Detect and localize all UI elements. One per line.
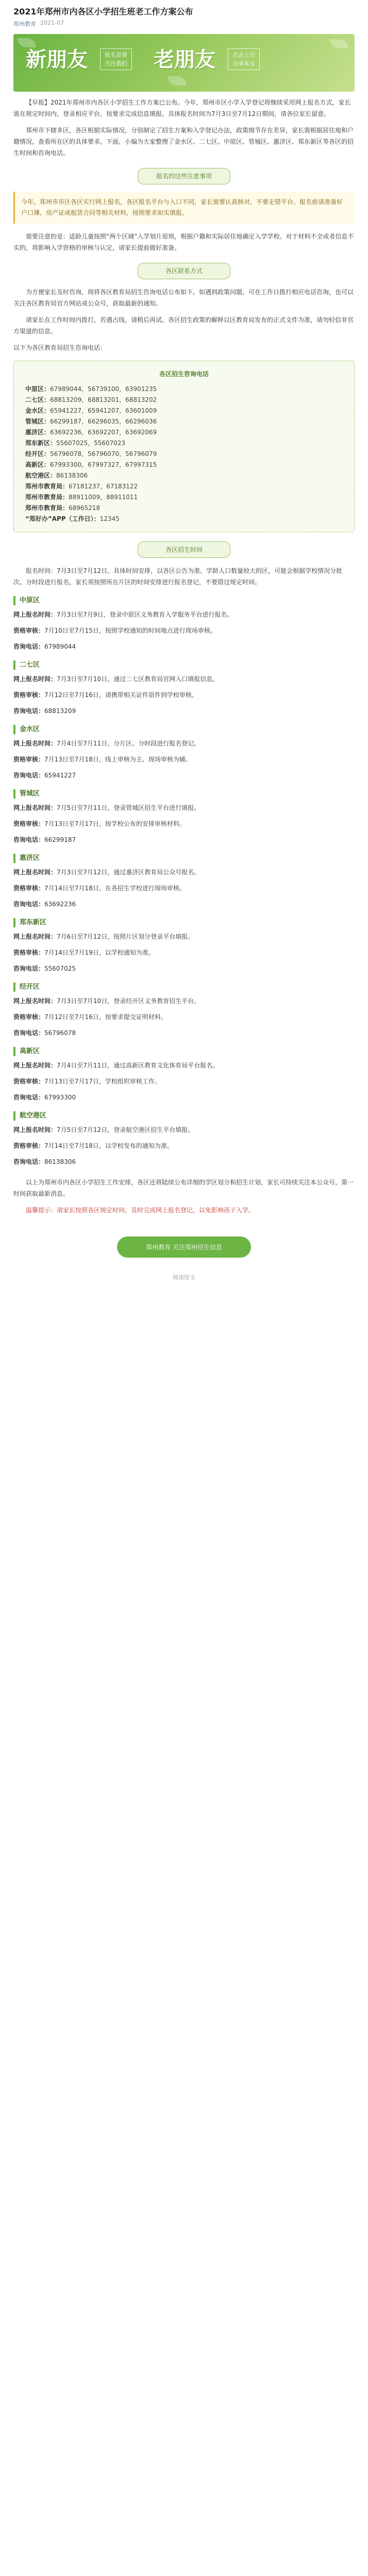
body-paragraph: 为方便家长及时咨询，现将各区教育局招生咨询电话公布如下。如遇到政策问题，可在工作日拨打相应电话咨询，也可以关注各区教育局官方网站或公众号，获取最新的通知。 — [13, 289, 354, 307]
district-detail — [13, 1092, 355, 1103]
district-section — [13, 660, 355, 717]
hotline-area: 郑州市教育局： — [25, 504, 69, 512]
district-title: 二七区 — [13, 660, 355, 670]
section-heading: 报名的这些注意事项 — [138, 168, 230, 184]
district-detail — [13, 835, 355, 845]
district-sections — [13, 596, 355, 1167]
author-link[interactable]: 郑州教育 — [13, 21, 36, 27]
hotline-item — [25, 395, 343, 405]
closing-paragraph: 以上为郑州市内各区小学招生工作安排，各区还将陆续公布详细的学区划分和招生计划，家长可持续关注本公众号，第一时间获取最新消息。 — [13, 1179, 354, 1197]
hotline-numbers: 66299187，66296035，66296036 — [50, 418, 157, 425]
detail-text: 7月12日至7月16日，按要求提交证明材料。 — [44, 1013, 167, 1021]
hotline-item — [25, 503, 343, 514]
district-detail — [13, 1028, 355, 1039]
section-heading: 各区联系方式 — [138, 263, 230, 279]
district-title: 经开区 — [13, 982, 355, 992]
publish-date: 2021-07 — [40, 20, 64, 26]
detail-label: 咨询电话： — [13, 901, 45, 908]
hotline-item — [25, 384, 343, 395]
body-paragraph: 需要注意的是：适龄儿童按照“两个区域”入学划片原则，根据户籍和实际居住地确定入学学校。对于材料不全或者信息不实的，将影响入学资格的审核与认定，请家长提前做好准备。 — [13, 233, 354, 251]
leaf-decoration-icon — [330, 39, 348, 48]
detail-text: 66299187 — [44, 836, 76, 843]
detail-label: 网上报名时间： — [13, 1126, 57, 1133]
district-detail — [13, 1060, 355, 1071]
hotline-area: 郑东新区： — [25, 439, 57, 447]
detail-label: 网上报名时间： — [13, 1062, 57, 1069]
hotline-numbers: 67181237，67183122 — [69, 483, 138, 490]
detail-label: 资格审核： — [13, 691, 45, 699]
district-title: 郑东新区 — [13, 918, 355, 927]
district-detail — [13, 819, 355, 829]
district-title: 金水区 — [13, 725, 355, 734]
hotline-numbers: 68965218 — [69, 504, 101, 512]
hotline-numbers: 68813209，68813201，68813202 — [50, 396, 157, 403]
district-section — [13, 918, 355, 974]
district-title: 管城区 — [13, 789, 355, 799]
hotline-area: 金水区： — [25, 407, 51, 414]
detail-label: 资格审核： — [13, 1078, 45, 1085]
detail-text: 7月14日至7月18日，在各招生学校进行现场审核。 — [44, 885, 186, 892]
hotline-numbers: 88911009，88911011 — [69, 494, 138, 501]
district-detail — [13, 867, 355, 878]
hotline-numbers: 63692236，63692207，63692069 — [50, 429, 157, 436]
detail-text: 7月3日至7月9日，登录中原区义务教育入学服务平台进行报名。 — [57, 611, 233, 618]
district-detail — [13, 1076, 355, 1087]
hotline-area: 郑州市教育局： — [25, 494, 69, 501]
detail-text: 65941227 — [44, 772, 76, 779]
detail-text: 56796078 — [44, 1029, 76, 1037]
detail-text: 7月13日至7月18日，线上审核为主、现场审核为辅。 — [44, 756, 192, 763]
detail-text: 7月4日至7月11日，分片区、分时段进行报名登记。 — [57, 740, 200, 747]
district-detail — [13, 1157, 355, 1167]
detail-text: 7月3日至7月10日，登录经开区义务教育招生平台。 — [57, 997, 200, 1005]
district-title: 高新区 — [13, 1047, 355, 1056]
detail-label: 咨询电话： — [13, 1158, 45, 1165]
detail-text: 68813209 — [44, 707, 76, 715]
body-paragraph: 请家长在工作时间内拨打，若遇占线，请稍后再试。各区招生政策的解释以区教育局发布的正式文件为准，请勿轻信非官方渠道的信息。 — [13, 316, 354, 335]
article-header — [13, 0, 355, 28]
detail-label: 资格审核： — [13, 1142, 45, 1149]
detail-label: 资格审核： — [13, 756, 45, 763]
hotline-numbers: 65941227，65941207，63601009 — [50, 407, 157, 414]
detail-text: 7月4日至7月11日，通过高新区教育文化体育局平台报名。 — [57, 1062, 219, 1069]
hotline-numbers: 56796078，56796070，56796079 — [50, 450, 157, 457]
district-detail — [13, 931, 355, 942]
district-title: 中原区 — [13, 596, 355, 605]
hotline-intro: 以下为各区教育局招生咨询电话： — [13, 344, 107, 351]
banner-left-small: 报名是要 关注我们 — [100, 48, 132, 70]
hotline-area: 航空港区： — [25, 472, 57, 479]
detail-text: 67989044 — [44, 643, 76, 650]
hotline-item — [25, 514, 343, 524]
notice-box: 今年，郑州市市区各区实行网上报名，各区报名平台与入口不同，家长需要认真核对、不要走错平台。报名前请准备好户口簿、房产证或租赁合同等相关材料，按照要求如实填报。 — [13, 192, 355, 224]
body-paragraph: 报名时间：7月3日至7月12日。具体时间安排，以各区公告为准。学龄人口数量较大的区，可能会根据学校情况分批次、分时段进行报名，家长须按照所在片区的时间安排进行报名登记，不要错过规定时间。 — [13, 567, 343, 586]
district-detail — [13, 963, 355, 974]
detail-text: 7月3日至7月10日，通过二七区教育局官网入口填报信息。 — [57, 675, 219, 683]
detail-label: 咨询电话： — [13, 836, 45, 843]
district-section — [13, 854, 355, 910]
detail-text: 7月13日至7月17日，学校组织审核工作。 — [44, 1078, 161, 1085]
district-detail — [13, 1141, 355, 1151]
detail-label: 网上报名时间： — [13, 675, 57, 683]
hotline-area: “郑好办”APP（工作日）： — [25, 515, 100, 522]
district-section — [13, 1047, 355, 1103]
hotline-area: 经开区： — [25, 450, 51, 457]
hotline-numbers: 12345 — [99, 515, 120, 522]
district-detail — [13, 706, 355, 717]
detail-text: 7月14日至7月19日，以学校通知为准。 — [44, 949, 155, 956]
district-detail — [13, 899, 355, 910]
detail-text: 86138306 — [44, 1158, 76, 1165]
detail-label: 网上报名时间： — [13, 997, 57, 1005]
hotline-item — [25, 470, 343, 481]
detail-label: 资格审核： — [13, 820, 45, 827]
intro-paragraph: 【早报】2021年郑州市内各区小学招生工作方案已公布。今年，郑州市区小学入学登记将继续采用网上报名方式，家长需在规定时间内，登录相应平台，按要求完成信息填报。具体报名时间为7月3日至7月12日期间，请各位家长留意。 — [13, 99, 351, 117]
article-title: 2021年郑州市内各区小学招生班老工作方案公布 — [13, 7, 193, 16]
hotline-list — [25, 384, 343, 524]
detail-label: 咨询电话： — [13, 1094, 45, 1101]
hotline-numbers: 55607025，55607023 — [56, 439, 126, 447]
hotline-item — [25, 416, 343, 427]
detail-label: 资格审核： — [13, 627, 45, 634]
district-section — [13, 789, 355, 845]
district-detail — [13, 609, 355, 620]
hotline-item — [25, 405, 343, 416]
detail-text: 63692236 — [44, 901, 76, 908]
district-section — [13, 982, 355, 1039]
header-banner — [13, 34, 355, 92]
hotline-item — [25, 481, 343, 492]
detail-text: 7月14日至7月18日，以学校发布的通知为准。 — [44, 1142, 173, 1149]
detail-label: 资格审核： — [13, 949, 45, 956]
detail-label: 网上报名时间： — [13, 869, 57, 876]
banner-left-big: 新朋友 — [26, 48, 88, 72]
detail-label: 咨询电话： — [13, 1029, 45, 1037]
hotline-title: 各区招生咨询电话 — [159, 370, 209, 378]
detail-label: 资格审核： — [13, 885, 45, 892]
detail-text: 7月13日至7月17日，按学校公布的安排审核材料。 — [44, 820, 186, 827]
hotline-area: 惠济区： — [25, 429, 51, 436]
detail-text: 7月10日至7月15日，按照学校通知的时间地点进行现场审核。 — [44, 627, 216, 634]
banner-right-small: 点击上方 分享本文 — [228, 48, 260, 70]
detail-label: 网上报名时间： — [13, 611, 57, 618]
detail-text: 7月6日至7月12日，按照片区划分登录平台填报。 — [57, 933, 194, 940]
banner-right-big: 老朋友 — [154, 48, 215, 72]
hotline-numbers: 67989044，56739100，63901235 — [50, 385, 157, 393]
hotline-item — [25, 492, 343, 503]
detail-label: 网上报名时间： — [13, 740, 57, 747]
article-meta — [13, 20, 355, 28]
district-detail — [13, 1125, 355, 1136]
hotline-area: 管城区： — [25, 418, 51, 425]
closing-tip: 温馨提示：请家长按照各区规定时间，及时完成网上报名登记，以免影响孩子入学。 — [26, 1207, 255, 1214]
leaf-decoration-icon — [18, 38, 36, 47]
district-title: 航空港区 — [13, 1111, 355, 1121]
district-detail — [13, 770, 355, 781]
district-title: 惠济区 — [13, 854, 355, 863]
detail-label: 咨询电话： — [13, 707, 45, 715]
hotline-numbers: 67993300，67997327，67997315 — [50, 461, 157, 468]
hotline-item — [25, 460, 343, 470]
footer-follow-badge[interactable]: 郑州教育 关注郑州招生信息 — [117, 1236, 251, 1258]
district-detail — [13, 738, 355, 749]
intro-paragraph: 郑州市下辖多区，各区根据实际情况，分别制定了招生方案和入学登记办法，政策细节存在差异，家长需根据居住地和户籍情况，查看所在区的具体要求。下面，小编为大家整理了金水区、二七区、中原区、管城区、惠济区、郑东新区等各区的招生时间和咨询电话。 — [13, 127, 354, 157]
district-detail — [13, 625, 355, 636]
district-detail — [13, 1012, 355, 1023]
district-detail — [13, 947, 355, 958]
district-section — [13, 725, 355, 781]
detail-label: 网上报名时间： — [13, 933, 57, 940]
read-original-link[interactable]: 阅读原文 — [173, 1274, 195, 1281]
detail-text: 55607025 — [44, 965, 76, 972]
hotline-area: 高新区： — [25, 461, 51, 468]
hotline-item — [25, 449, 343, 460]
detail-text: 7月5日至7月11日，登录管城区招生平台进行填报。 — [57, 804, 200, 811]
district-detail — [13, 803, 355, 814]
district-section — [13, 596, 355, 652]
detail-text: 7月12日至7月16日，请携带相关证件原件到学校审核。 — [44, 691, 198, 699]
leaf-decoration-icon — [168, 76, 187, 86]
district-detail — [13, 674, 355, 685]
district-detail — [13, 883, 355, 894]
detail-label: 资格审核： — [13, 1013, 45, 1021]
detail-label: 网上报名时间： — [13, 804, 57, 811]
district-detail — [13, 641, 355, 652]
hotline-item — [25, 438, 343, 449]
district-detail — [13, 754, 355, 765]
article-body — [13, 97, 355, 1216]
hotline-item — [25, 427, 343, 438]
district-section — [13, 1111, 355, 1167]
detail-text: 7月5日至7月12日，登录航空港区招生平台填报。 — [57, 1126, 194, 1133]
detail-text: 67993300 — [44, 1094, 76, 1101]
hotline-numbers: 86138306 — [56, 472, 88, 479]
detail-label: 咨询电话： — [13, 965, 45, 972]
section-heading: 各区招生时间 — [138, 541, 230, 558]
hotline-area: 二七区： — [25, 396, 51, 403]
detail-label: 咨询电话： — [13, 643, 45, 650]
district-detail — [13, 690, 355, 701]
hotline-box — [13, 361, 355, 532]
hotline-area: 中原区： — [25, 385, 51, 393]
hotline-area: 郑州市教育局： — [25, 483, 69, 490]
detail-label: 咨询电话： — [13, 772, 45, 779]
detail-text: 7月3日至7月12日，通过惠济区教育局公众号报名。 — [57, 869, 200, 876]
district-detail — [13, 996, 355, 1007]
